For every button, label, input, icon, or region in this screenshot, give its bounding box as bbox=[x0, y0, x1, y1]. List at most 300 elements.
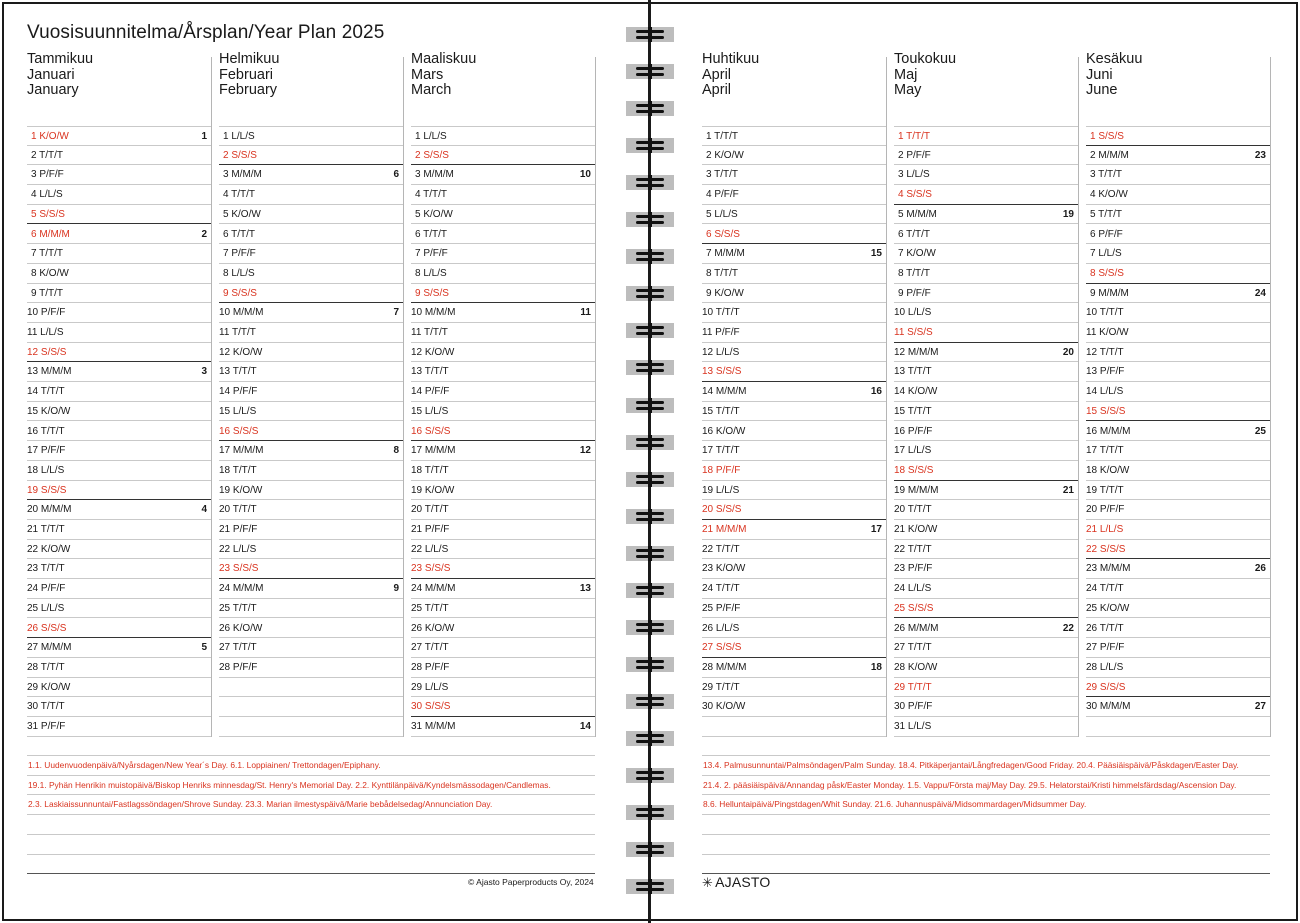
day-row[interactable] bbox=[411, 658, 595, 678]
copyright-text: © Ajasto Paperproducts Oy, 2024 bbox=[468, 877, 594, 887]
day-row[interactable] bbox=[219, 678, 403, 698]
day-row[interactable] bbox=[702, 422, 886, 442]
day-row[interactable] bbox=[27, 579, 211, 599]
day-label: 15 T/T/T bbox=[702, 405, 740, 417]
day-row[interactable] bbox=[894, 402, 1078, 422]
week-number: 22 bbox=[1062, 622, 1074, 634]
day-row[interactable] bbox=[702, 638, 886, 658]
day-row[interactable] bbox=[27, 146, 211, 166]
spiral-ring-icon bbox=[626, 805, 674, 820]
day-label: 27 M/M/M bbox=[27, 642, 72, 654]
day-row[interactable] bbox=[702, 500, 886, 520]
day-row[interactable] bbox=[411, 500, 595, 520]
day-row[interactable] bbox=[894, 717, 1078, 737]
spiral-ring-icon bbox=[626, 101, 674, 116]
day-label: 16 M/M/M bbox=[1086, 425, 1131, 437]
day-label: 7 M/M/M bbox=[706, 248, 745, 260]
spiral-ring-icon bbox=[626, 472, 674, 487]
day-label: 26 L/L/S bbox=[702, 622, 740, 634]
column-divider bbox=[886, 57, 887, 737]
day-label: 10 T/T/T bbox=[702, 307, 740, 319]
day-label: 20 T/T/T bbox=[219, 504, 257, 516]
spiral-ring-icon bbox=[626, 435, 674, 450]
day-label: 14 P/F/F bbox=[411, 386, 450, 398]
day-row[interactable] bbox=[1086, 165, 1270, 185]
day-row[interactable] bbox=[702, 284, 886, 304]
day-row[interactable] bbox=[219, 500, 403, 520]
day-label: 22 T/T/T bbox=[894, 543, 932, 555]
day-row[interactable] bbox=[411, 205, 595, 225]
day-row[interactable] bbox=[411, 362, 595, 382]
week-number: 1 bbox=[201, 131, 207, 142]
month-name: January bbox=[27, 82, 79, 98]
day-row[interactable] bbox=[27, 165, 211, 185]
day-row[interactable] bbox=[27, 500, 211, 520]
day-row[interactable] bbox=[702, 579, 886, 599]
day-label: 15 L/L/S bbox=[219, 405, 257, 417]
day-row[interactable] bbox=[1086, 126, 1270, 146]
day-row[interactable] bbox=[894, 244, 1078, 264]
day-label: 10 M/M/M bbox=[411, 307, 456, 319]
day-row[interactable] bbox=[219, 520, 403, 540]
day-row[interactable] bbox=[411, 599, 595, 619]
day-row[interactable] bbox=[894, 382, 1078, 402]
day-row[interactable] bbox=[219, 382, 403, 402]
day-row[interactable] bbox=[219, 697, 403, 717]
day-row[interactable] bbox=[27, 225, 211, 245]
day-row[interactable] bbox=[702, 225, 886, 245]
day-row[interactable] bbox=[702, 205, 886, 225]
day-row[interactable] bbox=[27, 520, 211, 540]
day-row[interactable] bbox=[1086, 284, 1270, 304]
day-label: 31 P/F/F bbox=[27, 721, 66, 732]
day-row[interactable] bbox=[702, 678, 886, 698]
day-row[interactable] bbox=[894, 441, 1078, 461]
day-row[interactable] bbox=[1086, 520, 1270, 540]
day-row[interactable] bbox=[1086, 402, 1270, 422]
day-label: 31 M/M/M bbox=[411, 721, 456, 732]
day-label: 28 P/F/F bbox=[411, 661, 450, 673]
day-row[interactable] bbox=[411, 697, 595, 717]
day-label: 11 T/T/T bbox=[219, 327, 256, 338]
day-label: 20 T/T/T bbox=[894, 504, 932, 516]
brand-logo bbox=[702, 874, 771, 891]
day-row[interactable] bbox=[702, 619, 886, 639]
day-row[interactable] bbox=[411, 185, 595, 205]
day-row[interactable] bbox=[411, 126, 595, 146]
day-row[interactable] bbox=[411, 402, 595, 422]
day-row[interactable] bbox=[894, 520, 1078, 540]
day-row[interactable] bbox=[219, 146, 403, 166]
day-row[interactable] bbox=[219, 559, 403, 579]
day-row[interactable] bbox=[702, 717, 886, 737]
day-label: 26 M/M/M bbox=[894, 622, 939, 634]
day-row[interactable] bbox=[702, 441, 886, 461]
day-row[interactable] bbox=[1086, 244, 1270, 264]
day-row[interactable] bbox=[894, 343, 1078, 363]
day-row[interactable] bbox=[1086, 185, 1270, 205]
week-number: 9 bbox=[393, 583, 399, 595]
spiral-ring-icon bbox=[626, 620, 674, 635]
day-row[interactable] bbox=[219, 323, 403, 343]
day-row[interactable] bbox=[219, 441, 403, 461]
day-row[interactable] bbox=[1086, 500, 1270, 520]
day-row[interactable] bbox=[702, 343, 886, 363]
holiday-note-text: 2.3. Laskiaissunnuntai/Fastlagssöndagen/Shrove Sunday. 23.3. Marian ilmestyspäivä/Marie bebådelsedag/Annunciation Day. bbox=[28, 799, 493, 810]
day-row[interactable] bbox=[411, 520, 595, 540]
note-line[interactable] bbox=[702, 794, 1270, 815]
note-line[interactable] bbox=[27, 794, 595, 815]
day-row[interactable] bbox=[219, 343, 403, 363]
day-label: 3 P/F/F bbox=[31, 169, 64, 181]
day-row[interactable] bbox=[219, 362, 403, 382]
brand-name: AJASTO bbox=[715, 874, 771, 890]
day-row[interactable] bbox=[894, 658, 1078, 678]
day-label: 11 K/O/W bbox=[1086, 327, 1129, 338]
day-row[interactable] bbox=[702, 165, 886, 185]
day-row[interactable] bbox=[702, 264, 886, 284]
day-label: 23 S/S/S bbox=[411, 563, 451, 575]
day-row[interactable] bbox=[1086, 481, 1270, 501]
day-row[interactable] bbox=[219, 264, 403, 284]
day-row[interactable] bbox=[702, 599, 886, 619]
day-row[interactable] bbox=[1086, 362, 1270, 382]
day-row[interactable] bbox=[702, 697, 886, 717]
day-row[interactable] bbox=[411, 441, 595, 461]
note-line[interactable] bbox=[702, 775, 1270, 796]
day-label: 2 S/S/S bbox=[415, 149, 449, 161]
day-row[interactable] bbox=[1086, 205, 1270, 225]
day-label: 14 P/F/F bbox=[219, 386, 258, 398]
day-row[interactable] bbox=[1086, 146, 1270, 166]
day-row[interactable] bbox=[27, 678, 211, 698]
day-row[interactable] bbox=[702, 382, 886, 402]
day-row[interactable] bbox=[27, 343, 211, 363]
day-label: 4 T/T/T bbox=[415, 189, 448, 201]
day-row[interactable] bbox=[894, 165, 1078, 185]
day-row[interactable] bbox=[219, 658, 403, 678]
day-label: 8 T/T/T bbox=[706, 267, 739, 279]
day-label: 10 P/F/F bbox=[27, 307, 66, 319]
day-row[interactable] bbox=[702, 185, 886, 205]
day-row[interactable] bbox=[894, 599, 1078, 619]
day-row[interactable] bbox=[894, 481, 1078, 501]
day-label: 18 K/O/W bbox=[1086, 464, 1130, 476]
day-row[interactable] bbox=[1086, 422, 1270, 442]
week-number: 3 bbox=[201, 366, 207, 378]
page-title: Vuosisuunnitelma/Årsplan/Year Plan 2025 bbox=[27, 22, 385, 43]
day-row[interactable] bbox=[27, 264, 211, 284]
day-row[interactable] bbox=[219, 225, 403, 245]
day-label: 24 L/L/S bbox=[894, 583, 932, 595]
day-row[interactable] bbox=[411, 619, 595, 639]
day-label: 28 M/M/M bbox=[702, 661, 747, 673]
day-label: 7 P/F/F bbox=[223, 248, 256, 260]
day-row[interactable] bbox=[411, 638, 595, 658]
day-label: 8 K/O/W bbox=[31, 267, 69, 279]
day-row[interactable] bbox=[411, 284, 595, 304]
day-row[interactable] bbox=[702, 559, 886, 579]
day-row[interactable] bbox=[1086, 343, 1270, 363]
day-label: 8 L/L/S bbox=[223, 267, 255, 279]
day-row[interactable] bbox=[702, 126, 886, 146]
day-row[interactable] bbox=[702, 402, 886, 422]
week-number: 17 bbox=[870, 524, 882, 535]
day-row[interactable] bbox=[219, 599, 403, 619]
day-label: 6 P/F/F bbox=[1090, 228, 1123, 240]
day-row[interactable] bbox=[1086, 441, 1270, 461]
note-line[interactable] bbox=[27, 755, 595, 776]
day-label: 7 T/T/T bbox=[31, 248, 64, 260]
day-row[interactable] bbox=[411, 225, 595, 245]
day-label: 17 T/T/T bbox=[1086, 445, 1124, 457]
day-row[interactable] bbox=[411, 323, 595, 343]
day-label: 7 L/L/S bbox=[1090, 248, 1122, 260]
day-label: 24 P/F/F bbox=[27, 583, 66, 595]
day-row[interactable] bbox=[894, 638, 1078, 658]
note-line[interactable] bbox=[27, 775, 595, 796]
day-label: 2 S/S/S bbox=[223, 149, 257, 161]
day-row[interactable] bbox=[219, 717, 403, 737]
spiral-ring-icon bbox=[626, 657, 674, 672]
day-row[interactable] bbox=[702, 540, 886, 560]
day-row[interactable] bbox=[219, 284, 403, 304]
day-row[interactable] bbox=[1086, 658, 1270, 678]
day-row[interactable] bbox=[411, 264, 595, 284]
day-row[interactable] bbox=[219, 638, 403, 658]
day-row[interactable] bbox=[27, 323, 211, 343]
day-row[interactable] bbox=[894, 126, 1078, 146]
week-number: 5 bbox=[201, 642, 207, 654]
day-row[interactable] bbox=[1086, 619, 1270, 639]
day-label: 17 L/L/S bbox=[894, 445, 932, 457]
note-line[interactable] bbox=[702, 854, 1270, 875]
day-row[interactable] bbox=[27, 382, 211, 402]
day-label: 25 T/T/T bbox=[219, 602, 257, 614]
day-label: 16 S/S/S bbox=[219, 425, 259, 437]
note-line[interactable] bbox=[702, 755, 1270, 776]
week-number: 15 bbox=[870, 248, 882, 260]
day-row[interactable] bbox=[219, 165, 403, 185]
month-name: Helmikuu bbox=[219, 51, 280, 67]
day-row[interactable] bbox=[219, 481, 403, 501]
day-label: 28 P/F/F bbox=[219, 661, 258, 673]
day-row[interactable] bbox=[894, 461, 1078, 481]
day-row[interactable] bbox=[27, 619, 211, 639]
week-number: 25 bbox=[1254, 425, 1266, 437]
day-row[interactable] bbox=[411, 343, 595, 363]
day-label: 26 S/S/S bbox=[27, 622, 67, 634]
day-row[interactable] bbox=[1086, 678, 1270, 698]
day-row[interactable] bbox=[27, 185, 211, 205]
day-label: 30 M/M/M bbox=[1086, 701, 1131, 713]
week-number: 2 bbox=[201, 228, 207, 240]
day-row[interactable] bbox=[411, 579, 595, 599]
day-row[interactable] bbox=[27, 284, 211, 304]
day-row[interactable] bbox=[894, 205, 1078, 225]
day-row[interactable] bbox=[411, 146, 595, 166]
day-row[interactable] bbox=[27, 540, 211, 560]
day-row[interactable] bbox=[219, 461, 403, 481]
month-header bbox=[894, 52, 956, 99]
day-row[interactable] bbox=[894, 500, 1078, 520]
day-row[interactable] bbox=[27, 658, 211, 678]
day-row[interactable] bbox=[1086, 382, 1270, 402]
day-row[interactable] bbox=[411, 303, 595, 323]
day-label: 19 L/L/S bbox=[702, 484, 740, 496]
day-row[interactable] bbox=[27, 362, 211, 382]
day-row[interactable] bbox=[27, 402, 211, 422]
day-row[interactable] bbox=[411, 165, 595, 185]
day-label: 31 L/L/S bbox=[894, 721, 932, 732]
day-label: 15 K/O/W bbox=[27, 405, 71, 417]
note-line[interactable] bbox=[702, 814, 1270, 835]
day-label: 23 P/F/F bbox=[894, 563, 933, 575]
day-row[interactable] bbox=[411, 422, 595, 442]
day-row[interactable] bbox=[27, 599, 211, 619]
day-row[interactable] bbox=[1086, 599, 1270, 619]
day-row[interactable] bbox=[702, 461, 886, 481]
day-row[interactable] bbox=[1086, 559, 1270, 579]
day-row[interactable] bbox=[219, 422, 403, 442]
day-label: 22 T/T/T bbox=[702, 543, 740, 555]
day-row[interactable] bbox=[411, 559, 595, 579]
day-label: 29 T/T/T bbox=[894, 681, 932, 693]
day-label: 17 M/M/M bbox=[219, 445, 264, 457]
day-row[interactable] bbox=[894, 264, 1078, 284]
day-row[interactable] bbox=[894, 225, 1078, 245]
day-row[interactable] bbox=[27, 126, 211, 146]
note-line[interactable] bbox=[702, 834, 1270, 855]
day-row[interactable] bbox=[894, 678, 1078, 698]
day-row[interactable] bbox=[894, 284, 1078, 304]
day-label: 12 K/O/W bbox=[219, 346, 263, 358]
day-row[interactable] bbox=[702, 362, 886, 382]
day-label: 18 T/T/T bbox=[219, 464, 257, 476]
day-row[interactable] bbox=[1086, 264, 1270, 284]
day-label: 8 S/S/S bbox=[1090, 267, 1124, 279]
day-row[interactable] bbox=[411, 678, 595, 698]
day-row[interactable] bbox=[27, 559, 211, 579]
day-row[interactable] bbox=[27, 481, 211, 501]
day-row[interactable] bbox=[702, 146, 886, 166]
day-label: 10 L/L/S bbox=[894, 307, 932, 319]
day-row[interactable] bbox=[1086, 323, 1270, 343]
day-row[interactable] bbox=[894, 323, 1078, 343]
day-row[interactable] bbox=[27, 638, 211, 658]
day-row[interactable] bbox=[894, 540, 1078, 560]
day-label: 16 K/O/W bbox=[702, 425, 746, 437]
asterisk-logo-icon: ✳ bbox=[702, 875, 714, 890]
day-row[interactable] bbox=[411, 481, 595, 501]
day-row[interactable] bbox=[411, 540, 595, 560]
day-row[interactable] bbox=[702, 244, 886, 264]
day-row[interactable] bbox=[219, 205, 403, 225]
day-row[interactable] bbox=[1086, 303, 1270, 323]
day-label: 28 K/O/W bbox=[894, 661, 938, 673]
day-label: 23 S/S/S bbox=[219, 563, 259, 575]
day-row[interactable] bbox=[219, 619, 403, 639]
day-row[interactable] bbox=[894, 146, 1078, 166]
spiral-ring-icon bbox=[626, 175, 674, 190]
day-row[interactable] bbox=[27, 422, 211, 442]
day-row[interactable] bbox=[702, 481, 886, 501]
day-row[interactable] bbox=[411, 717, 595, 737]
week-number: 4 bbox=[201, 504, 207, 516]
day-row[interactable] bbox=[27, 303, 211, 323]
day-row[interactable] bbox=[1086, 717, 1270, 737]
note-line[interactable] bbox=[27, 854, 595, 875]
day-row[interactable] bbox=[894, 422, 1078, 442]
day-row[interactable] bbox=[702, 303, 886, 323]
day-label: 29 T/T/T bbox=[702, 681, 740, 693]
day-row[interactable] bbox=[219, 579, 403, 599]
day-label: 8 L/L/S bbox=[415, 267, 447, 279]
day-row[interactable] bbox=[1086, 540, 1270, 560]
day-row[interactable] bbox=[894, 619, 1078, 639]
day-row[interactable] bbox=[894, 697, 1078, 717]
day-label: 19 K/O/W bbox=[219, 484, 263, 496]
day-label: 4 L/L/S bbox=[31, 189, 63, 201]
day-row[interactable] bbox=[702, 323, 886, 343]
day-label: 13 S/S/S bbox=[702, 366, 742, 378]
note-line[interactable] bbox=[27, 834, 595, 855]
day-label: 24 M/M/M bbox=[411, 583, 456, 595]
day-row[interactable] bbox=[894, 185, 1078, 205]
day-row[interactable] bbox=[702, 658, 886, 678]
day-row[interactable] bbox=[27, 461, 211, 481]
day-label: 3 M/M/M bbox=[223, 169, 262, 181]
week-number: 11 bbox=[580, 307, 591, 319]
day-label: 13 T/T/T bbox=[411, 366, 449, 378]
day-label: 9 K/O/W bbox=[706, 287, 744, 299]
day-label: 19 K/O/W bbox=[411, 484, 455, 496]
day-row[interactable] bbox=[219, 185, 403, 205]
day-row[interactable] bbox=[27, 717, 211, 737]
day-label: 15 S/S/S bbox=[1086, 405, 1126, 417]
day-row[interactable] bbox=[27, 244, 211, 264]
day-row[interactable] bbox=[27, 205, 211, 225]
day-row[interactable] bbox=[27, 697, 211, 717]
day-row[interactable] bbox=[219, 126, 403, 146]
day-row[interactable] bbox=[1086, 461, 1270, 481]
day-row[interactable] bbox=[894, 559, 1078, 579]
day-row[interactable] bbox=[219, 540, 403, 560]
day-row[interactable] bbox=[219, 244, 403, 264]
day-row[interactable] bbox=[894, 303, 1078, 323]
day-row[interactable] bbox=[1086, 579, 1270, 599]
day-label: 20 M/M/M bbox=[27, 504, 72, 516]
day-row[interactable] bbox=[1086, 225, 1270, 245]
day-row[interactable] bbox=[894, 362, 1078, 382]
day-row[interactable] bbox=[27, 441, 211, 461]
day-row[interactable] bbox=[702, 520, 886, 540]
day-label: 22 L/L/S bbox=[219, 543, 257, 555]
day-row[interactable] bbox=[1086, 697, 1270, 717]
day-row[interactable] bbox=[411, 244, 595, 264]
day-label: 6 T/T/T bbox=[898, 228, 931, 240]
day-row[interactable] bbox=[219, 402, 403, 422]
note-line[interactable] bbox=[27, 814, 595, 835]
spiral-ring-icon bbox=[626, 398, 674, 413]
day-row[interactable] bbox=[411, 382, 595, 402]
day-label: 6 T/T/T bbox=[223, 228, 256, 240]
day-row[interactable] bbox=[219, 303, 403, 323]
day-row[interactable] bbox=[411, 461, 595, 481]
day-row[interactable] bbox=[1086, 638, 1270, 658]
day-row[interactable] bbox=[894, 579, 1078, 599]
spiral-ring-icon bbox=[626, 731, 674, 746]
